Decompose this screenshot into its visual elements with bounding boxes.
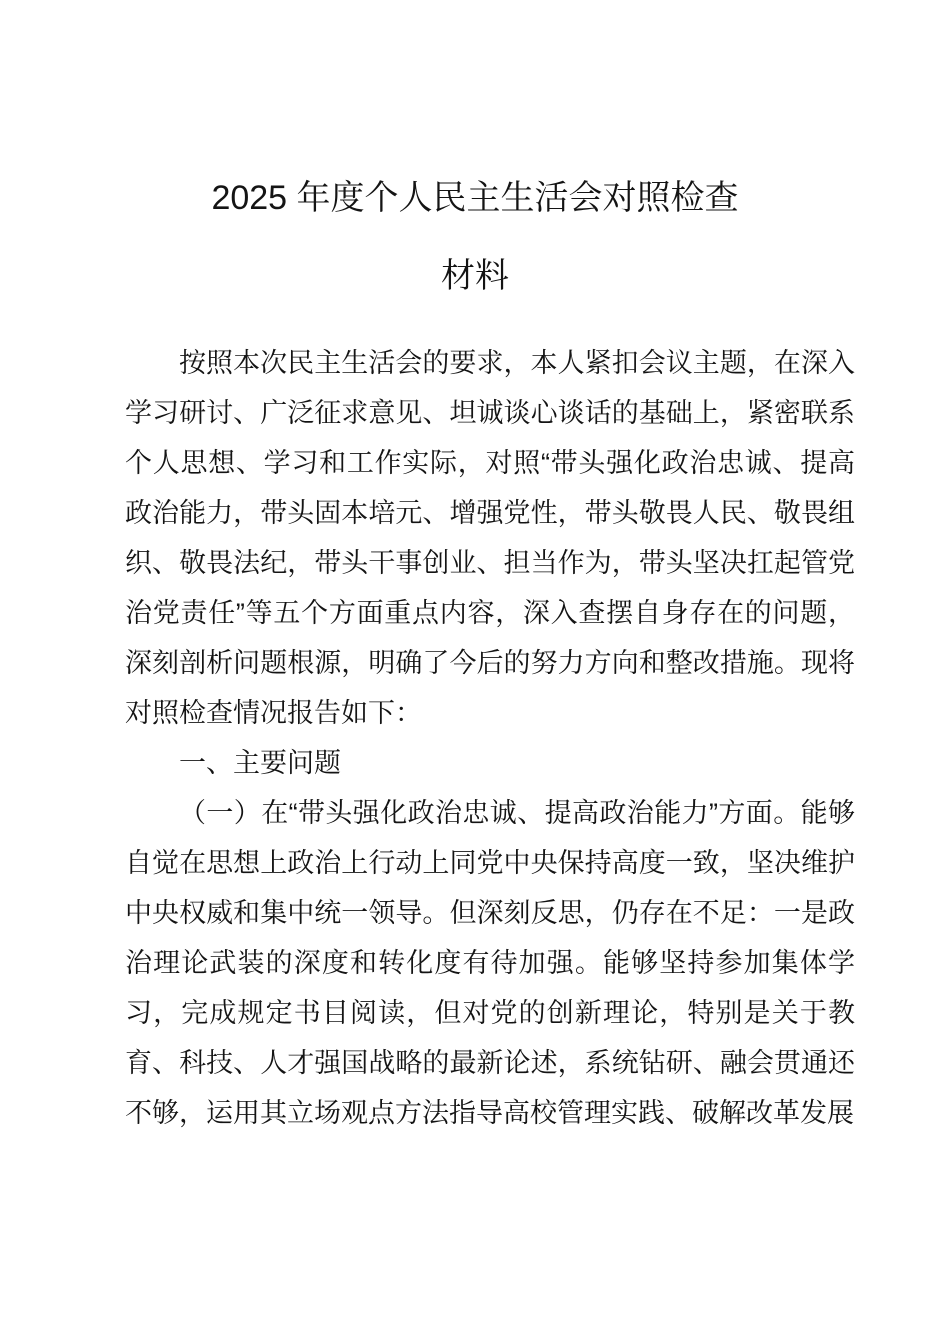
section-heading-main-problems: 一、主要问题	[179, 747, 341, 778]
document-title-line-1: 2025 年度个人民主生活会对照检查	[211, 179, 739, 217]
document-title-line-2: 材料	[441, 257, 509, 295]
paragraph-section-one: （一）在“带头强化政治忠诚、提高政治能力”方面。能够自觉在思想上政治上行动上同党中央保持高度一致，坚决维护中央权威和集中统一领导。但深刻反思，仍存在不足：一是政治理论武装的深度和转化度有待加强。能够坚持参加集体学习，完成规定书目阅读，但对党的创新理论，特别是关于教育、科技、人才强国战略的最新论述，系统钻研、融会贯通还不够，运用其立场观点方法指导高校管理实践、破解改革发展	[125, 797, 855, 1128]
paragraph-intro: 按照本次民主生活会的要求，本人紧扣会议主题，在深入学习研讨、广泛征求意见、坦诚谈心谈话的基础上，紧密联系个人思想、学习和工作实际，对照“带头强化政治忠诚、提高政治能力，带头固本培元、增强党性，带头敬畏人民、敬畏组织、敬畏法纪，带头干事创业、担当作为，带头坚决扛起管党治党责任”等五个方面重点内容，深入查摆自身存在的问题，深刻剖析问题根源，明确了今后的努力方向和整改措施。现将对照检查情况报告如下：	[125, 347, 855, 728]
document-title	[0, 159, 950, 315]
document-body	[125, 338, 855, 1138]
